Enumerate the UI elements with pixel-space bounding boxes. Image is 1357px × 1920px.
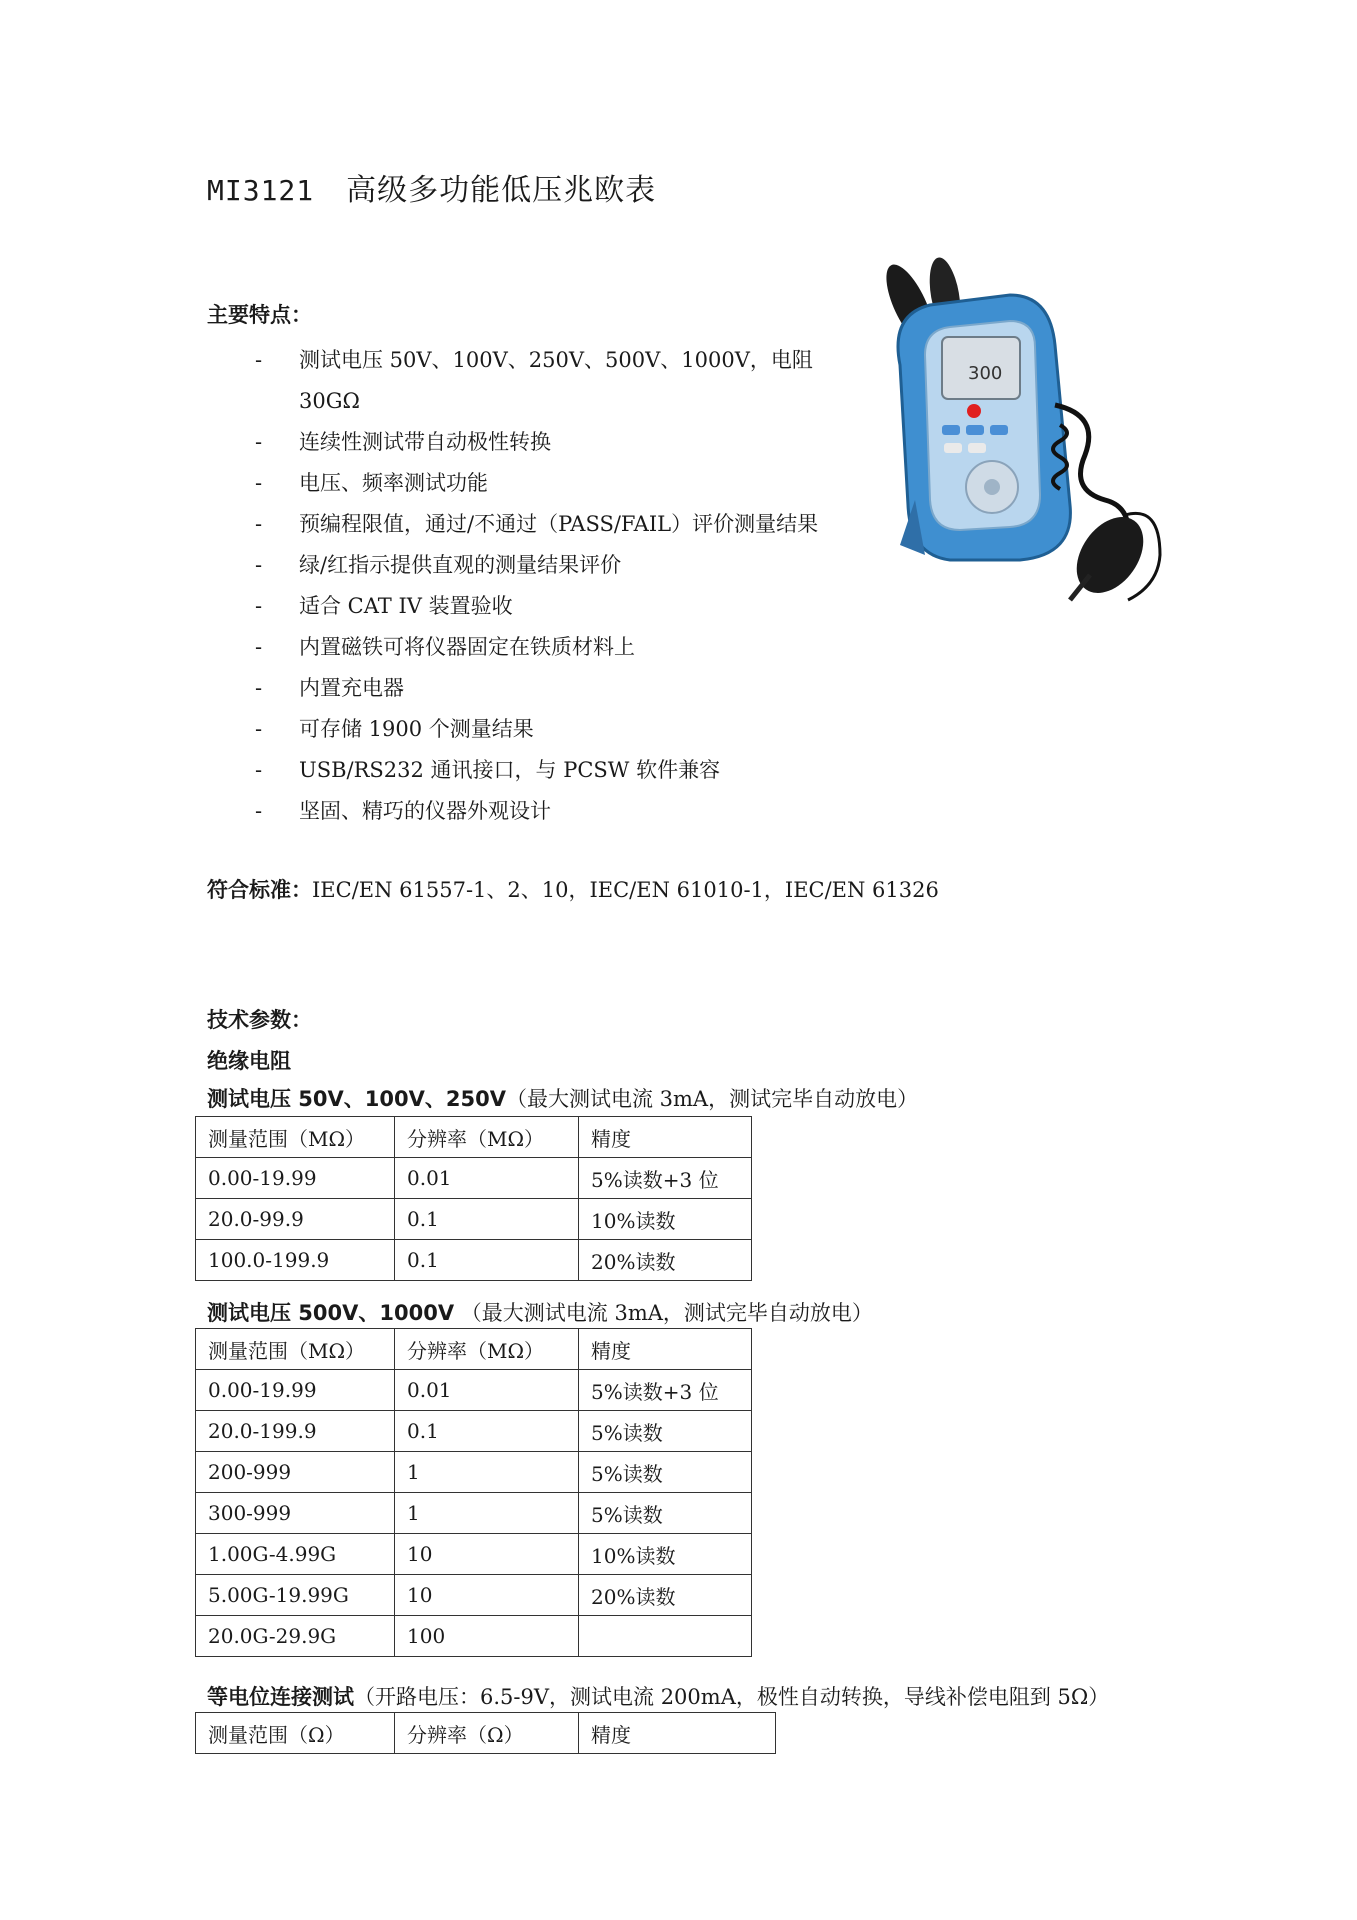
table-row — [196, 1370, 752, 1411]
table-cell: 5%读数 — [579, 1493, 752, 1534]
table-cell: 0.00-19.99 — [196, 1158, 395, 1199]
table-cell: 测量范围（Ω） — [196, 1713, 395, 1754]
table-cell: 精度 — [579, 1329, 752, 1370]
feature-item — [255, 463, 855, 504]
feature-item — [255, 340, 855, 422]
table-cell: 200-999 — [196, 1452, 395, 1493]
table-row — [196, 1199, 752, 1240]
table-cell: 测量范围（MΩ） — [196, 1117, 395, 1158]
table2-caption-bold: 测试电压 500V、1000V — [207, 1301, 455, 1325]
insulation-table-high-voltage — [195, 1328, 752, 1657]
table-cell: 0.1 — [395, 1240, 579, 1281]
table3-caption-bold: 等电位连接测试 — [207, 1685, 354, 1709]
bullet-dash: - — [255, 717, 263, 741]
table-cell: 5%读数+3 位 — [579, 1158, 752, 1199]
bullet-dash: - — [255, 758, 263, 782]
bullet-dash: - — [255, 430, 263, 454]
table1-caption — [207, 1083, 918, 1113]
table1-caption-bold: 测试电压 50V、100V、250V — [207, 1087, 506, 1111]
feature-text: 可存储 1900 个测量结果 — [299, 717, 534, 741]
feature-item — [255, 504, 855, 545]
table-cell: 0.1 — [395, 1411, 579, 1452]
bullet-dash: - — [255, 471, 263, 495]
table-row — [196, 1534, 752, 1575]
standards-text: IEC/EN 61557-1、2、10，IEC/EN 61010-1，IEC/EN 61326 — [312, 878, 939, 902]
table-cell: 0.01 — [395, 1370, 579, 1411]
feature-item — [255, 709, 855, 750]
table2-caption-rest: （最大测试电流 3mA，测试完毕自动放电） — [454, 1301, 873, 1325]
table-cell: 0.00-19.99 — [196, 1370, 395, 1411]
table-row — [196, 1452, 752, 1493]
table-cell: 20%读数 — [579, 1575, 752, 1616]
feature-item — [255, 422, 855, 463]
table-header-row — [196, 1117, 752, 1158]
table-cell: 分辨率（Ω） — [395, 1713, 579, 1754]
table1-caption-rest: （最大测试电流 3mA，测试完毕自动放电） — [505, 1087, 919, 1111]
feature-text: 电压、频率测试功能 — [299, 471, 488, 495]
bullet-dash: - — [255, 348, 263, 372]
feature-text: 适合 CAT IV 装置验收 — [299, 594, 513, 618]
table-cell: 5%读数+3 位 — [579, 1370, 752, 1411]
standards-label: 符合标准： — [207, 878, 312, 902]
feature-text: 测试电压 50V、100V、250V、500V、1000V，电阻 30GΩ — [299, 348, 813, 413]
table-cell: 1 — [395, 1493, 579, 1534]
table-cell: 0.01 — [395, 1158, 579, 1199]
feature-text: 预编程限值，通过/不通过（PASS/FAIL）评价测量结果 — [299, 512, 819, 536]
feature-text: 内置充电器 — [299, 676, 404, 700]
table-cell: 测量范围（MΩ） — [196, 1329, 395, 1370]
insulation-table-low-voltage — [195, 1116, 752, 1281]
megohmmeter-product-image — [870, 255, 1170, 625]
product-name: 高级多功能低压兆欧表 — [346, 173, 657, 208]
insulation-resistance-heading: 绝缘电阻 — [207, 1049, 291, 1073]
feature-item — [255, 791, 855, 832]
table2-caption — [207, 1297, 873, 1327]
feature-item — [255, 586, 855, 627]
bullet-dash: - — [255, 799, 263, 823]
table-row — [196, 1411, 752, 1452]
table-cell: 5.00G-19.99G — [196, 1575, 395, 1616]
table3-caption-rest: （开路电压：6.5-9V，测试电流 200mA，极性自动转换，导线补偿电阻到 5Ω） — [354, 1685, 1110, 1709]
display-readout: 300 — [968, 363, 1003, 384]
standards-line — [207, 874, 939, 904]
table-row — [196, 1240, 752, 1281]
bullet-dash: - — [255, 594, 263, 618]
table-cell: 10%读数 — [579, 1534, 752, 1575]
table-cell: 精度 — [579, 1713, 776, 1754]
feature-text: 连续性测试带自动极性转换 — [299, 430, 551, 454]
red-indicator-led — [967, 404, 981, 418]
table-cell: 1 — [395, 1452, 579, 1493]
table-cell: 精度 — [579, 1117, 752, 1158]
table-header-row — [196, 1713, 776, 1754]
table-row — [196, 1575, 752, 1616]
table3-caption — [207, 1681, 1109, 1711]
bullet-dash: - — [255, 635, 263, 659]
feature-text: USB/RS232 通讯接口，与 PCSW 软件兼容 — [299, 758, 721, 782]
table-row — [196, 1158, 752, 1199]
table-cell: 20.0-199.9 — [196, 1411, 395, 1452]
feature-text: 绿/红指示提供直观的测量结果评价 — [299, 553, 622, 577]
table-cell: 5%读数 — [579, 1411, 752, 1452]
feature-text: 坚固、精巧的仪器外观设计 — [299, 799, 551, 823]
feature-item — [255, 545, 855, 586]
table-cell — [579, 1616, 752, 1657]
table-row — [196, 1616, 752, 1657]
table-cell: 300-999 — [196, 1493, 395, 1534]
model-number: MI3121 — [207, 174, 315, 207]
table-cell: 0.1 — [395, 1199, 579, 1240]
table-cell: 5%读数 — [579, 1452, 752, 1493]
feature-list — [255, 340, 855, 832]
table-cell: 20.0-99.9 — [196, 1199, 395, 1240]
bullet-dash: - — [255, 512, 263, 536]
feature-item — [255, 627, 855, 668]
table-header-row — [196, 1329, 752, 1370]
features-heading: 主要特点： — [207, 303, 312, 327]
table-cell: 100 — [395, 1616, 579, 1657]
feature-text: 内置磁铁可将仪器固定在铁质材料上 — [299, 635, 635, 659]
feature-item — [255, 750, 855, 791]
page-title — [207, 165, 656, 209]
bullet-dash: - — [255, 553, 263, 577]
feature-item — [255, 668, 855, 709]
table-row — [196, 1493, 752, 1534]
table-cell: 分辨率（MΩ） — [395, 1117, 579, 1158]
table-cell: 20%读数 — [579, 1240, 752, 1281]
table-cell: 20.0G-29.9G — [196, 1616, 395, 1657]
tech-specs-heading: 技术参数： — [207, 1008, 312, 1032]
table-cell: 100.0-199.9 — [196, 1240, 395, 1281]
table-cell: 分辨率（MΩ） — [395, 1329, 579, 1370]
table-cell: 10%读数 — [579, 1199, 752, 1240]
continuity-table — [195, 1712, 776, 1754]
table-cell: 10 — [395, 1534, 579, 1575]
table-cell: 1.00G-4.99G — [196, 1534, 395, 1575]
bullet-dash: - — [255, 676, 263, 700]
table-cell: 10 — [395, 1575, 579, 1616]
